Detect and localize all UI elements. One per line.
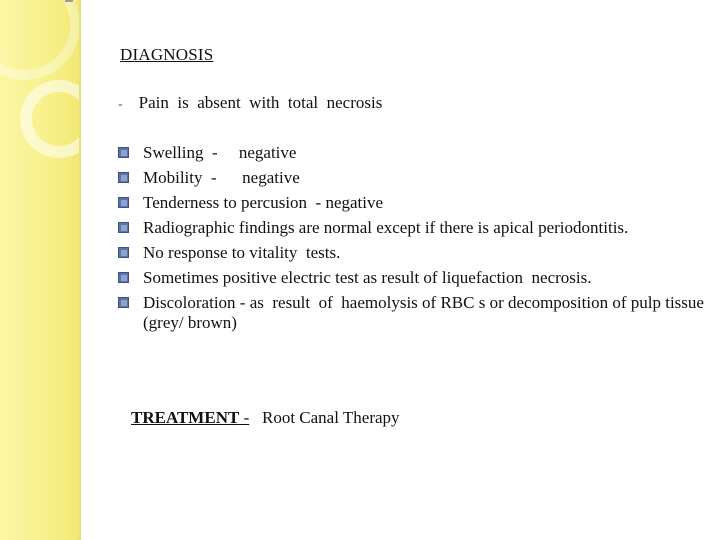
list-item-text: Sometimes positive electric test as result of liquefaction necrosis. — [143, 268, 592, 287]
list-item-text: Radiographic findings are normal except if there is apical periodontitis. — [143, 218, 629, 237]
list-item — [118, 218, 708, 238]
dash-marker: - — [118, 97, 123, 112]
treatment-separator: - — [239, 408, 250, 427]
list-item-text: Swelling - negative — [143, 143, 297, 162]
list-item-text: Discoloration - as result of haemolysis of RBC s or decomposition of pulp tissue (grey/ brown) — [143, 293, 709, 332]
square-bullet-icon — [118, 147, 129, 158]
list-item — [118, 193, 708, 213]
square-bullet-icon — [118, 272, 129, 283]
treatment-value: Root Canal Therapy — [249, 408, 400, 427]
list-item — [118, 143, 708, 163]
square-bullet-icon — [118, 172, 129, 183]
slide-heading: DIAGNOSIS — [120, 45, 214, 64]
list-item — [118, 268, 708, 288]
square-bullet-icon — [118, 247, 129, 258]
list-item-text: Mobility - negative — [143, 168, 300, 187]
square-bullet-icon — [118, 222, 129, 233]
list-item — [118, 293, 708, 333]
treatment-line — [131, 408, 400, 428]
intro-text: Pain is absent with total necrosis — [138, 93, 383, 112]
square-bullet-icon — [118, 297, 129, 308]
list-item — [118, 168, 708, 188]
list-item-text: No response to vitality tests. — [143, 243, 341, 262]
list-item-text: Tenderness to percusion - negative — [143, 193, 384, 212]
intro-line — [118, 93, 382, 113]
bullet-list — [118, 143, 708, 338]
treatment-label: TREATMENT — [131, 408, 240, 427]
square-bullet-icon — [118, 197, 129, 208]
list-item — [118, 243, 708, 263]
